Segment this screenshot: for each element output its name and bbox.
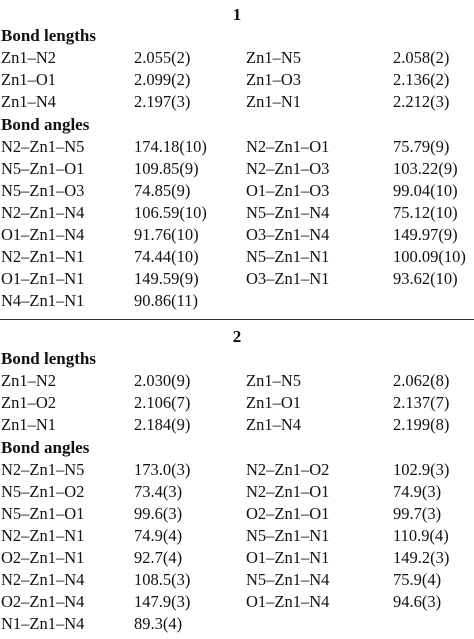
angle-value: 173.0(3) (134, 460, 191, 479)
compound-1-bond-angle-row (0, 290, 474, 312)
bond-value: 2.106(7) (134, 393, 191, 412)
angle-label: N5–Zn1–N4 (246, 203, 330, 222)
compound-2-bond-angle-row (0, 569, 474, 591)
compound-1-bond-angles-heading: Bond angles (1, 115, 90, 134)
bond-value: 2.099(2) (134, 70, 191, 89)
compound-2-bond-angles-heading: Bond angles (1, 438, 90, 457)
compound-1-bond-angle-row (0, 202, 474, 224)
angle-label: N5–Zn1–N1 (246, 247, 330, 266)
compound-2-bond-length-row (0, 392, 474, 414)
angle-value: 89.3(4) (134, 614, 183, 633)
angle-value: 106.59(10) (134, 203, 207, 222)
angle-value: 91.76(10) (134, 225, 199, 244)
angle-label: N2–Zn1–N1 (1, 526, 85, 545)
bond-value: 2.055(2) (134, 48, 191, 67)
angle-label: N1–Zn1–N4 (1, 614, 85, 633)
angle-label: N2–Zn1–N5 (1, 460, 85, 479)
compound-1-bond-length-row (0, 91, 474, 113)
compound-2-bond-lengths-heading: Bond lengths (1, 349, 96, 368)
compound-2-bond-angle-row (0, 459, 474, 481)
angle-value: 75.12(10) (393, 203, 458, 222)
angle-label: O2–Zn1–N1 (1, 548, 85, 567)
bond-value: 2.184(9) (134, 415, 191, 434)
angle-value: 149.59(9) (134, 269, 199, 288)
bond-label: Zn1–O3 (246, 70, 301, 89)
angle-label: N2–Zn1–N1 (1, 247, 85, 266)
angle-value: 73.4(3) (134, 482, 183, 501)
angle-label: O1–Zn1–N4 (246, 592, 330, 611)
angle-label: N2–Zn1–O3 (246, 159, 330, 178)
bond-value: 2.212(3) (393, 92, 450, 111)
angle-label: N5–Zn1–O1 (1, 504, 85, 523)
angle-label: N2–Zn1–N5 (1, 137, 85, 156)
bond-value: 2.199(8) (393, 415, 450, 434)
angle-value: 93.62(10) (393, 269, 458, 288)
bond-label: Zn1–N5 (246, 48, 301, 67)
bond-label: Zn1–N1 (1, 415, 56, 434)
bond-value: 2.030(9) (134, 371, 191, 390)
angle-value: 149.97(9) (393, 225, 458, 244)
angle-value: 103.22(9) (393, 159, 458, 178)
bond-value: 2.058(2) (393, 48, 450, 67)
angle-label: O1–Zn1–N1 (246, 548, 330, 567)
angle-label: N2–Zn1–N4 (1, 570, 85, 589)
compound-1-bond-angle-row (0, 246, 474, 268)
compound-1-bond-angle-row (0, 180, 474, 202)
angle-label: O1–Zn1–N4 (1, 225, 85, 244)
compound-1-bond-length-row (0, 47, 474, 69)
compound-1-bond-lengths-heading: Bond lengths (1, 26, 96, 45)
bond-value: 2.136(2) (393, 70, 450, 89)
angle-value: 74.9(4) (134, 526, 183, 545)
bond-value: 2.137(7) (393, 393, 450, 412)
compound-1-bond-angle-row (0, 268, 474, 290)
compound-2-title: 2 (232, 327, 242, 346)
compound-1-bond-angle-row (0, 158, 474, 180)
angle-value: 94.6(3) (393, 592, 442, 611)
angle-value: 147.9(3) (134, 592, 191, 611)
angle-value: 74.85(9) (134, 181, 191, 200)
angle-value: 99.7(3) (393, 504, 442, 523)
compound-2-bond-angle-row (0, 525, 474, 547)
angle-value: 90.86(11) (134, 291, 199, 310)
bond-label: Zn1–N5 (246, 371, 301, 390)
angle-label: N2–Zn1–O1 (246, 137, 330, 156)
angle-label: N5–Zn1–O1 (1, 159, 85, 178)
angle-label: N5–Zn1–O3 (1, 181, 85, 200)
compound-1-title: 1 (232, 5, 242, 24)
compound-2-bond-length-row (0, 414, 474, 436)
angle-value: 75.79(9) (393, 137, 450, 156)
bond-label: Zn1–N2 (1, 371, 56, 390)
angle-label: O2–Zn1–N4 (1, 592, 85, 611)
bond-label: Zn1–N4 (1, 92, 56, 111)
angle-value: 174.18(10) (134, 137, 207, 156)
bond-label: Zn1–N4 (246, 415, 301, 434)
angle-value: 100.09(10) (393, 247, 466, 266)
bond-label: Zn1–O2 (1, 393, 56, 412)
compound-2-bond-angle-row (0, 547, 474, 569)
compound-2-bond-angle-row (0, 591, 474, 613)
angle-value: 92.7(4) (134, 548, 183, 567)
bond-label: Zn1–O1 (1, 70, 56, 89)
angle-value: 99.04(10) (393, 181, 458, 200)
angle-label: N5–Zn1–N4 (246, 570, 330, 589)
compound-1-bond-angle-row (0, 224, 474, 246)
angle-label: N5–Zn1–N1 (246, 526, 330, 545)
angle-value: 74.44(10) (134, 247, 199, 266)
angle-value: 149.2(3) (393, 548, 450, 567)
compound-2-bond-length-row (0, 370, 474, 392)
compound-1-bond-length-row (0, 69, 474, 91)
angle-value: 102.9(3) (393, 460, 450, 479)
angle-label: O1–Zn1–N1 (1, 269, 85, 288)
angle-label: N5–Zn1–O2 (1, 482, 85, 501)
angle-label: N2–Zn1–O1 (246, 482, 330, 501)
compound-2-bond-angle-row (0, 613, 474, 635)
angle-label: N2–Zn1–N4 (1, 203, 85, 222)
angle-label: O3–Zn1–N4 (246, 225, 330, 244)
bond-label: Zn1–N1 (246, 92, 301, 111)
compound-2-bond-angle-row (0, 503, 474, 525)
angle-value: 109.85(9) (134, 159, 199, 178)
angle-label: N2–Zn1–O2 (246, 460, 330, 479)
compound-2-bond-angle-row (0, 481, 474, 503)
bond-label: Zn1–N2 (1, 48, 56, 67)
angle-value: 75.9(4) (393, 570, 442, 589)
angle-label: O1–Zn1–O3 (246, 181, 330, 200)
bond-value: 2.062(8) (393, 371, 450, 390)
angle-label: N4–Zn1–N1 (1, 291, 85, 310)
angle-value: 99.6(3) (134, 504, 183, 523)
bond-label: Zn1–O1 (246, 393, 301, 412)
section-divider (0, 319, 474, 320)
angle-label: O3–Zn1–N1 (246, 269, 330, 288)
angle-label: O2–Zn1–O1 (246, 504, 330, 523)
angle-value: 108.5(3) (134, 570, 191, 589)
compound-1-bond-angle-row (0, 136, 474, 158)
angle-value: 110.9(4) (393, 526, 449, 545)
angle-value: 74.9(3) (393, 482, 442, 501)
bond-value: 2.197(3) (134, 92, 191, 111)
